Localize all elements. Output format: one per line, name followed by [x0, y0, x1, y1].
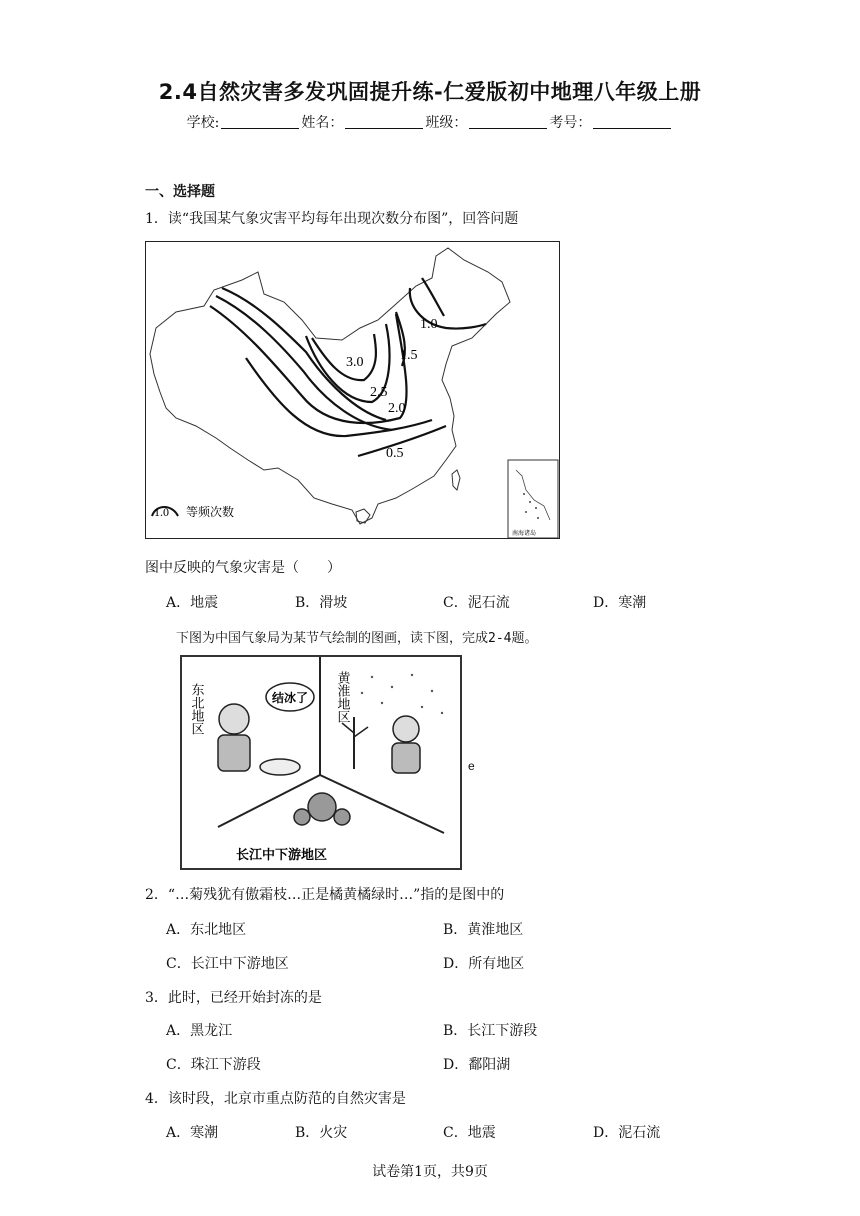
label-yangtze: 长江中下游地区	[236, 848, 328, 863]
student-info-line	[0, 112, 860, 132]
taiwan-outline	[452, 470, 460, 490]
label-1-5: 1.5	[400, 348, 418, 363]
chrysanthemum-icon	[294, 793, 350, 825]
section-heading: 一、选择题	[145, 184, 215, 200]
q3-option-b[interactable]: B．长江下游段	[443, 1023, 538, 1039]
page-title: 2.4自然灾害多发巩固提升练-仁爱版初中地理八年级上册	[158, 80, 702, 104]
q1-stem: 1．读“我国某气象灾害平均每年出现次数分布图”，回答问题	[145, 211, 519, 227]
q1-option-a[interactable]: A．地震	[166, 595, 219, 611]
q2-option-d[interactable]: D．所有地区	[443, 956, 525, 972]
label-0-5: 0.5	[386, 446, 404, 461]
person-head-hh	[393, 716, 419, 742]
label-2-5: 2.5	[370, 385, 388, 400]
isoline	[216, 296, 392, 430]
cartoon-svg	[182, 657, 460, 868]
label-2-0: 2.0	[388, 401, 406, 416]
exam-no-blank	[593, 114, 671, 129]
intro-text: 下图为中国气象局为某节气绘制的图画，读下图，完成2-4题。	[176, 631, 538, 646]
class-blank	[469, 114, 547, 129]
class-label: 班级：	[425, 115, 468, 131]
q3-stem: 3．此时，已经开始封冻的是	[145, 990, 322, 1006]
q4-option-d[interactable]: D．泥石流	[593, 1125, 661, 1141]
side-mark: e	[468, 759, 475, 773]
school-label: 学校:	[186, 115, 220, 131]
q1-option-b[interactable]: B．滑坡	[295, 595, 348, 611]
name-label: 姓名：	[301, 115, 344, 131]
label-1-0: 1.0	[420, 317, 438, 332]
legend-text: 等频次数	[186, 505, 235, 519]
q2-option-a[interactable]: A．东北地区	[166, 922, 247, 938]
solar-term-cartoon	[180, 655, 462, 870]
q3-option-d[interactable]: D．鄱阳湖	[443, 1057, 511, 1073]
name-blank	[345, 114, 423, 129]
person-head-ne	[219, 704, 249, 734]
q2-stem: 2．“…菊残犹有傲霜枝…正是橘黄橘绿时…”指的是图中的	[145, 887, 505, 903]
person-body-ne	[218, 735, 250, 771]
ice-basin-icon	[260, 759, 300, 775]
snowflakes	[361, 674, 443, 714]
q1-question: 图中反映的气象灾害是（ ）	[145, 560, 341, 576]
q4-option-b[interactable]: B．火灾	[295, 1125, 348, 1141]
page-footer: 试卷第1页，共9页	[372, 1164, 488, 1180]
inset-label: 南海诸岛	[512, 531, 537, 537]
isoline-2-0	[210, 306, 407, 423]
q2-option-c[interactable]: C．长江中下游地区	[166, 956, 289, 972]
q1-option-d[interactable]: D．寒潮	[593, 595, 647, 611]
map-svg	[146, 242, 559, 538]
hainan-outline	[356, 509, 370, 523]
china-outline	[150, 248, 510, 524]
q4-option-a[interactable]: A．寒潮	[166, 1125, 219, 1141]
label-northeast: 东北地区	[188, 683, 204, 735]
exam-no-label: 考号：	[549, 115, 592, 131]
bubble-text: 结冰了	[272, 691, 309, 705]
china-isoline-map	[145, 241, 560, 539]
label-huanghuai: 黄淮地区	[334, 671, 350, 723]
person-body-hh	[392, 743, 420, 773]
label-3-0: 3.0	[346, 355, 364, 370]
q3-option-c[interactable]: C．珠江下游段	[166, 1057, 261, 1073]
q4-stem: 4．该时段，北京市重点防范的自然灾害是	[145, 1091, 406, 1107]
q4-option-c[interactable]: C．地震	[443, 1125, 496, 1141]
school-blank	[221, 114, 299, 129]
q2-option-b[interactable]: B．黄淮地区	[443, 922, 524, 938]
q3-option-a[interactable]: A．黑龙江	[166, 1023, 233, 1039]
isoline	[422, 278, 444, 316]
legend-value: 1.0	[154, 505, 169, 519]
q1-option-c[interactable]: C．泥石流	[443, 595, 510, 611]
